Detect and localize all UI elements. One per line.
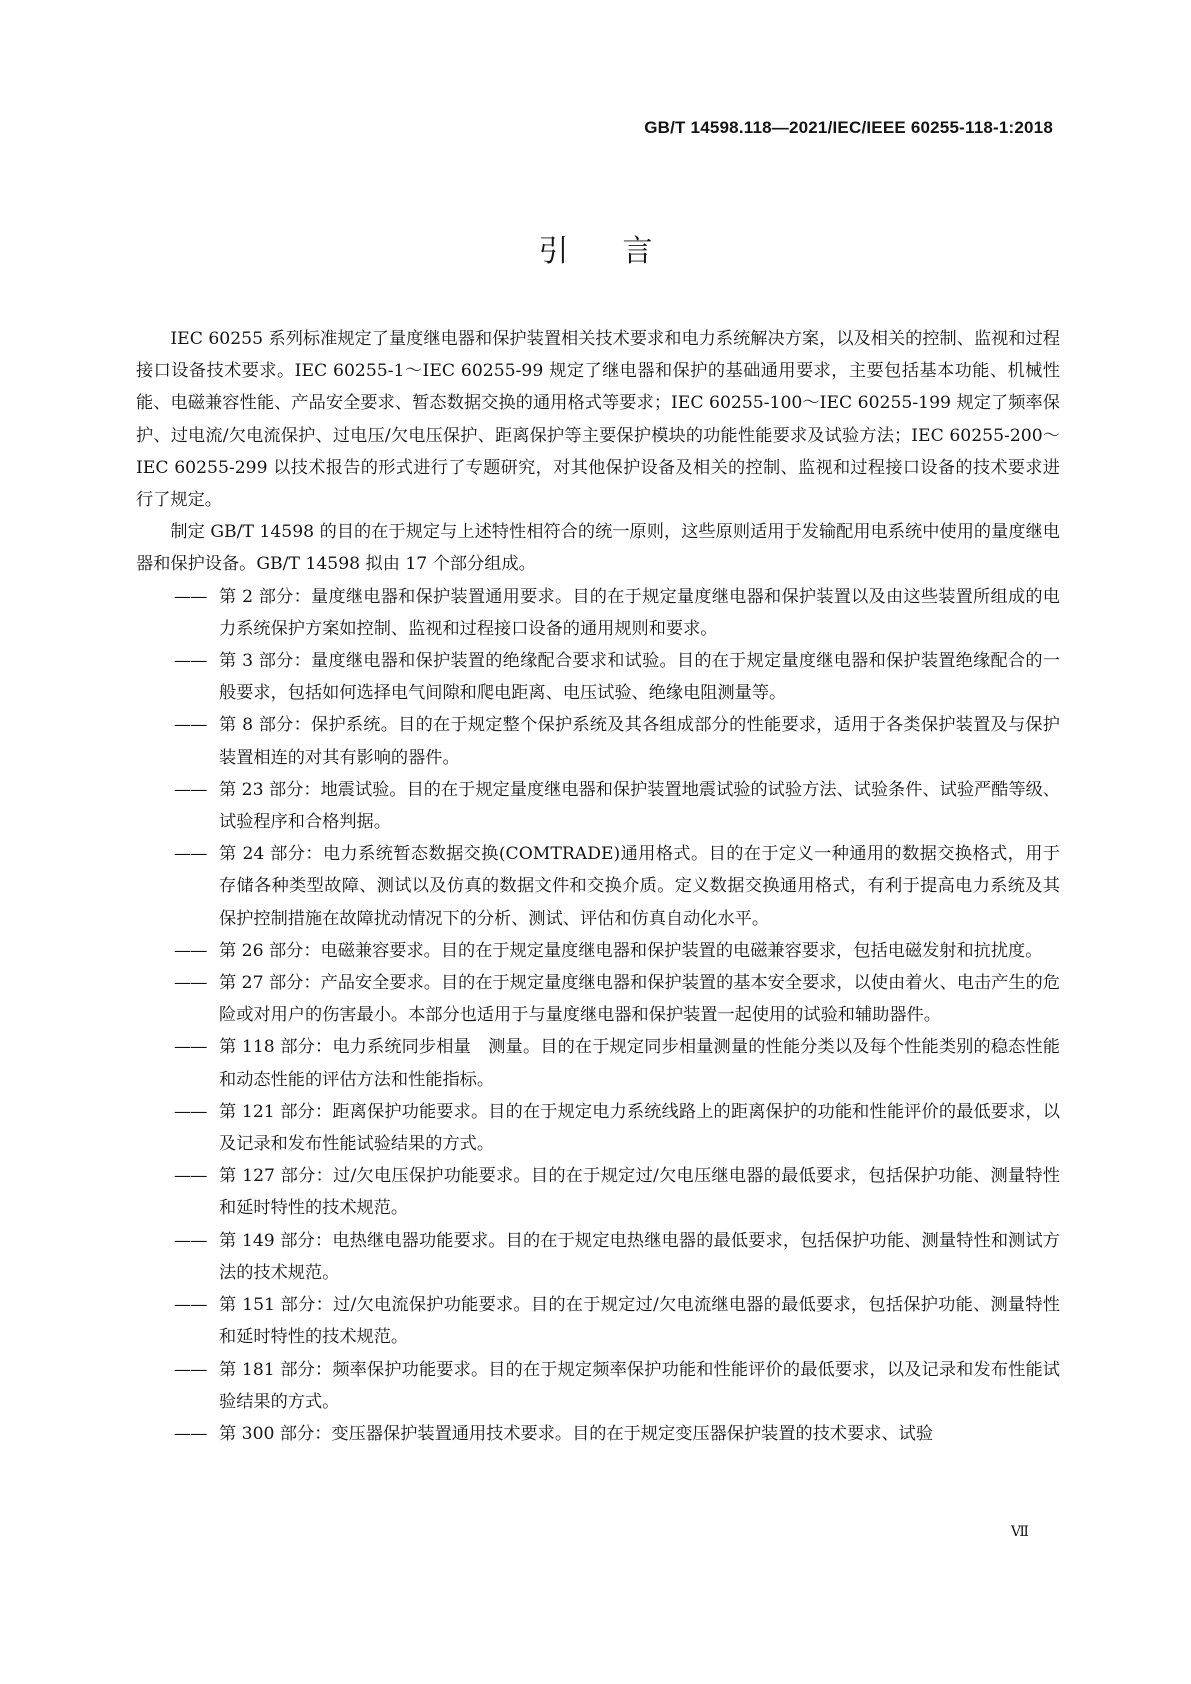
list-item (136, 935, 1060, 967)
list-dash: —— (174, 973, 207, 994)
list-item-text: 第 23 部分：地震试验。目的在于规定量度继电器和保护装置地震试验的试验方法、试验条件、试验严酷等级、试验程序和合格判据。 (219, 779, 1060, 833)
list-item-text: 第 300 部分：变压器保护装置通用技术要求。目的在于规定变压器保护装置的技术要求、试验 (219, 1423, 934, 1444)
list-dash: —— (174, 940, 207, 961)
list-item (136, 1225, 1060, 1289)
list-dash: —— (174, 586, 207, 607)
list-item-text: 第 24 部分：电力系统暂态数据交换(COMTRADE)通用格式。目的在于定义一种通用的数据交换格式，用于存储各种类型故障、测试以及仿真的数据文件和交换介质。定义数据交换通用格式，有利于提高电力系统及其保护控制措施在故障扰动情况下的分析、测试、评估和仿真自动化水平。 (219, 844, 1060, 929)
list-item-text: 第 26 部分：电磁兼容要求。目的在于规定量度继电器和保护装置的电磁兼容要求，包括电磁发射和抗扰度。 (219, 940, 1043, 961)
list-dash: —— (174, 779, 207, 800)
list-dash: —— (174, 1037, 207, 1058)
list-item-text: 第 3 部分：量度继电器和保护装置的绝缘配合要求和试验。目的在于规定量度继电器和保护装置绝缘配合的一般要求，包括如何选择电气间隙和爬电距离、电压试验、绝缘电阻测量等。 (219, 651, 1060, 704)
list-dash: —— (174, 715, 207, 736)
list-item (136, 1160, 1060, 1224)
list-item (136, 1289, 1060, 1353)
list-dash: —— (174, 1423, 207, 1444)
list-item-text: 第 151 部分：过/欠电流保护功能要求。目的在于规定过/欠电流继电器的最低要求，包括保护功能、测量特性和延时特性的技术规范。 (219, 1295, 1060, 1348)
list-item (136, 1354, 1060, 1418)
list-dash: —— (174, 1359, 207, 1380)
list-item (136, 1031, 1060, 1095)
list-item-text: 第 118 部分：电力系统同步相量 测量。目的在于规定同步相量测量的性能分类以及每个性能类别的稳态性能和动态性能的评估方法和性能指标。 (219, 1037, 1060, 1090)
list-item-text: 第 149 部分：电热继电器功能要求。目的在于规定电热继电器的最低要求，包括保护功能、测量特性和测试方法的技术规范。 (219, 1230, 1060, 1283)
list-dash: —— (174, 1101, 207, 1122)
standard-code-header: GB/T 14598.118—2021/IEC/IEEE 60255-118-1:2018 (644, 118, 1053, 137)
list-dash: —— (174, 844, 207, 865)
list-dash: —— (174, 651, 207, 672)
list-item-text: 第 2 部分：量度继电器和保护装置通用要求。目的在于规定量度继电器和保护装置以及由这些装置所组成的电力系统保护方案如控制、监视和过程接口设备的通用规则和要求。 (219, 586, 1060, 639)
list-item (136, 967, 1060, 1031)
list-dash: —— (174, 1166, 207, 1187)
list-item (136, 645, 1060, 709)
list-dash: —— (174, 1230, 207, 1251)
document-body (136, 323, 1060, 1450)
page-number: Ⅶ (1010, 1525, 1029, 1540)
intro-paragraph-1: IEC 60255 系列标准规定了量度继电器和保护装置相关技术要求和电力系统解决方案，以及相关的控制、监视和过程接口设备技术要求。IEC 60255-1～IEC 60255-99 规定了继电器和保护的基础通用要求，主要包括基本功能、机械性能、电磁兼容性能、产品安全要求、暂态数据交换的通用格式等要求；IEC 60255-100～IEC 60255-199 规定了频率保护、过电流/欠电流保护、过电压/欠电压保护、距离保护等主要保护模块的功能性能要求及试验方法；IEC 60255-200～IEC 60255-299 以技术报告的形式进行了专题研究，对其他保护设备及相关的控制、监视和过程接口设备的技术要求进行了规定。 (136, 329, 1060, 511)
list-item-text: 第 8 部分：保护系统。目的在于规定整个保护系统及其各组成部分的性能要求，适用于各类保护装置及与保护装置相连的对其有影响的器件。 (219, 715, 1060, 768)
list-item (136, 1096, 1060, 1160)
list-item (136, 709, 1060, 773)
list-item-text: 第 127 部分：过/欠电压保护功能要求。目的在于规定过/欠电压继电器的最低要求，包括保护功能、测量特性和延时特性的技术规范。 (219, 1166, 1060, 1219)
list-dash: —— (174, 1295, 207, 1316)
list-item (136, 838, 1060, 935)
page-title: 引言 (538, 234, 707, 269)
intro-paragraph-2: 制定 GB/T 14598 的目的在于规定与上述特性相符合的统一原则，这些原则适用于发输配用电系统中使用的量度继电器和保护设备。GB/T 14598 拟由 17 个部分组成。 (136, 522, 1060, 575)
list-item (136, 1418, 1060, 1450)
list-item-text: 第 121 部分：距离保护功能要求。目的在于规定电力系统线路上的距离保护的功能和性能评价的最低要求，以及记录和发布性能试验结果的方式。 (219, 1101, 1060, 1155)
list-item (136, 581, 1060, 645)
parts-list (136, 581, 1060, 1450)
list-item (136, 774, 1060, 838)
list-item-text: 第 181 部分：频率保护功能要求。目的在于规定频率保护功能和性能评价的最低要求，以及记录和发布性能试验结果的方式。 (219, 1359, 1060, 1412)
list-item-text: 第 27 部分：产品安全要求。目的在于规定量度继电器和保护装置的基本安全要求，以使由着火、电击产生的危险或对用户的伤害最小。本部分也适用于与量度继电器和保护装置一起使用的试验和辅助器件。 (219, 973, 1060, 1026)
